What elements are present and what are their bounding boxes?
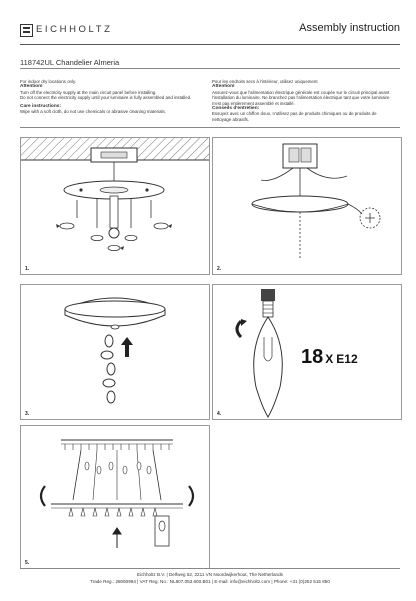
step-number: 3. xyxy=(25,411,30,417)
document-title: Assembly instruction xyxy=(299,22,400,34)
intro-text-fr: Pour les endroits secs à l'intérieur, utilisez uniquement xyxy=(212,79,318,84)
step-2-panel xyxy=(212,137,402,275)
attention-text-2: Do not connect the electricity supply until your luminaire is fully assembled and installed. xyxy=(20,95,192,101)
ceiling-mount-illustration xyxy=(21,138,209,274)
step-3-panel xyxy=(20,284,210,420)
attention-text-1: Turn off the electricity supply at the main circuit panel before installing. xyxy=(20,89,157,95)
footer-address: Eichholtz B.V. | Delfweg 52, 2211 VN Noordwijkerhout, The Netherlands xyxy=(137,572,283,577)
divider-bottom xyxy=(20,127,400,128)
instructions-english xyxy=(20,79,208,114)
attention-text-fr-2: l'installation du luminaire. Ne branchez pas l'alimentation électrique tant que votre luminaire xyxy=(212,95,390,101)
attention-heading: Attention! xyxy=(20,84,43,90)
attention-heading-fr: Attention! xyxy=(212,84,235,90)
step-number: 4. xyxy=(217,411,222,417)
step-number: 1. xyxy=(25,266,30,272)
canopy-chain-illustration xyxy=(21,285,209,419)
company-footer xyxy=(20,568,400,585)
step-4-panel xyxy=(212,284,402,420)
eichholtz-logo-icon xyxy=(20,24,33,37)
footer-registration: Trade Reg.: 28060994 | VAT Reg. No.: NL807.053.600.B01 | E-mail: info@eichholtz.com | Phone: +31 (0)252 515 850 xyxy=(90,578,330,584)
bulb-quantity xyxy=(301,346,358,369)
care-text-1: Wipe with a soft cloth, do not use chemicals or abrasive cleaning materials. xyxy=(20,109,166,115)
attention-text-fr-3: n'est pas entièrement assemblé et installé. xyxy=(212,100,295,106)
step-5-panel xyxy=(20,425,210,569)
bulb-times: X xyxy=(325,352,334,366)
care-text-fr-1: Essuyez avec un chiffon doux, n'utilisez pas de produits chimiques ou de produits de xyxy=(212,111,377,117)
bulb-count: 18 xyxy=(301,346,324,368)
step-number: 5. xyxy=(25,560,30,566)
care-text-fr-2: nettoyage abrasifs. xyxy=(212,116,250,122)
brand-name: EICHHOLTZ xyxy=(36,24,113,35)
bulb-type: E12 xyxy=(336,352,358,366)
care-heading: Care instructions: xyxy=(20,103,62,109)
instructions-french xyxy=(212,79,400,122)
wiring-illustration xyxy=(213,138,401,274)
product-title: 118742UL Chandelier Almeria xyxy=(20,58,120,67)
attention-text-fr-1: Assurez-vous que l'alimentation électrique générale est coupée sur le circuit principal avant xyxy=(212,89,390,95)
document-header xyxy=(20,22,400,45)
divider-top xyxy=(20,68,400,69)
intro-text: For indoor dry locations only. xyxy=(20,79,77,84)
step-number: 2. xyxy=(217,266,222,272)
step-1-panel xyxy=(20,137,210,275)
care-heading-fr: Conseils d'entretien: xyxy=(212,106,260,112)
crystal-assembly-illustration xyxy=(21,426,209,568)
